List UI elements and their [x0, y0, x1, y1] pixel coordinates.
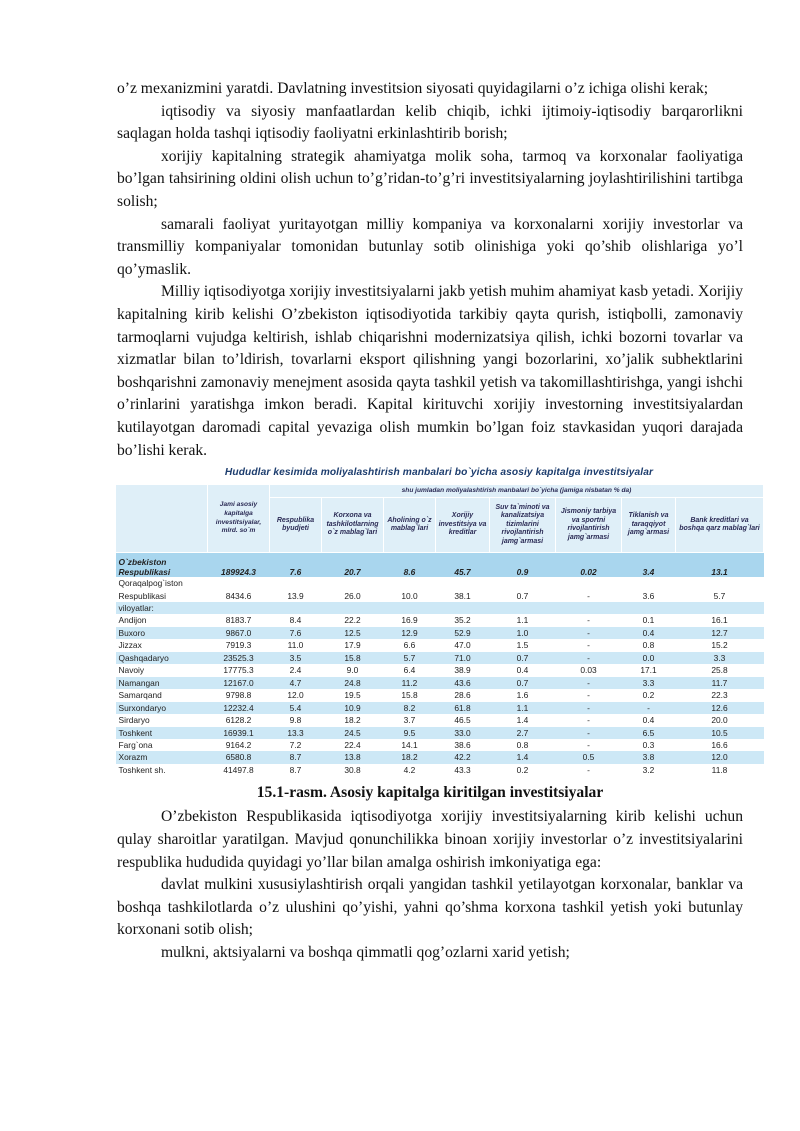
value-cell: 26.0 — [322, 577, 384, 602]
value-cell: 0.0 — [622, 652, 676, 664]
value-cell: 19.5 — [322, 689, 384, 701]
value-cell: 13.1 — [676, 553, 764, 578]
value-cell: 8434.6 — [208, 577, 270, 602]
value-cell: - — [556, 577, 622, 602]
value-cell: 10.5 — [676, 727, 764, 739]
value-cell: 13.9 — [270, 577, 322, 602]
value-cell: 22.4 — [322, 739, 384, 751]
column-header: Aholining o`z mablag`lari — [384, 498, 436, 553]
value-cell: 8.7 — [270, 764, 322, 776]
body-text-top — [117, 78, 743, 462]
value-cell: 28.6 — [436, 689, 490, 701]
value-cell: 10.0 — [384, 577, 436, 602]
region-cell — [116, 727, 208, 739]
value-cell: 16939.1 — [208, 727, 270, 739]
value-cell: - — [556, 652, 622, 664]
value-cell: 17.9 — [322, 639, 384, 651]
paragraph: Milliy iqtisodiyotga xorijiy investitsiyalarni jakb yetish muhim ahamiyat kasb yetadi. Xorijiy kapitalning kirib kelishi O’zbekiston iqtisodiyotida tarkibiy qayta qurish, istiqbolli, zamonaviy tarmoqlarni vujudga keltirish, ishlab chiqarishni modernizatsiya qilish, ichki bozorni tovarlar va xizmatlar bilan to’ldirish, tovarlarni eksport qilishning yangi bozorlarini, xo’jalik subhektlarini boshqarishni zamonaviy menejment asosida qayta tashkil yetish va takomillashtirishga, yangi ishchi o’rinlarini yaratishga imkon beradi. Kapital kirituvchi xorijiy investorning investitsiyalardan kutilayotgan daromadi capital yevaziga olish mumkin bo’lgan foiz stavkasidan yuqori darajada bo’lishi kerak. — [117, 283, 743, 459]
region-cell — [116, 677, 208, 689]
value-cell: 16.9 — [384, 614, 436, 626]
value-cell: 5.4 — [270, 702, 322, 714]
region-name: Namangan — [118, 677, 160, 688]
region-name: Sirdaryo — [118, 715, 150, 726]
body-text-bottom — [117, 806, 743, 964]
document-page — [117, 78, 760, 965]
column-header: Tiklanish va taraqqiyot jamg`armasi — [622, 498, 676, 553]
value-cell: 9798.8 — [208, 689, 270, 701]
column-header: Jismoniy tarbiya va sportni rivojlantirish jamg`armasi — [556, 498, 622, 553]
column-header: Korxona va tashkilotlarning o`z mablag`lari — [322, 498, 384, 553]
region-name-line2: Respublikasi — [118, 590, 166, 601]
value-cell: 15.8 — [322, 652, 384, 664]
value-cell: 22.3 — [676, 689, 764, 701]
table-row — [116, 764, 764, 776]
value-cell — [384, 602, 436, 614]
value-cell: 43.6 — [436, 677, 490, 689]
value-cell — [556, 602, 622, 614]
table-row — [116, 702, 764, 714]
region-name: Qoraqalpog`iston — [118, 578, 183, 589]
value-cell: 30.8 — [322, 764, 384, 776]
value-cell: 43.3 — [436, 764, 490, 776]
region-name: Farg`ona — [118, 739, 153, 750]
value-cell: 0.4 — [490, 664, 556, 676]
value-cell: 3.8 — [622, 751, 676, 763]
value-cell: 11.8 — [676, 764, 764, 776]
table-row — [116, 627, 764, 639]
value-cell: 71.0 — [436, 652, 490, 664]
region-cell — [116, 739, 208, 751]
value-cell: 15.8 — [384, 689, 436, 701]
region-cell — [116, 639, 208, 651]
value-cell: 8183.7 — [208, 614, 270, 626]
region-name: Jizzax — [118, 640, 142, 651]
value-cell: 12.9 — [384, 627, 436, 639]
value-cell: 6.5 — [622, 727, 676, 739]
value-cell: 0.4 — [622, 714, 676, 726]
value-cell: 3.2 — [622, 764, 676, 776]
value-cell: 12167.0 — [208, 677, 270, 689]
region-name: Xorazm — [118, 752, 148, 763]
table-row — [116, 727, 764, 739]
value-cell: 189924.3 — [208, 553, 270, 578]
value-cell: 24.5 — [322, 727, 384, 739]
region-cell — [116, 714, 208, 726]
value-cell: 33.0 — [436, 727, 490, 739]
value-cell: 22.2 — [322, 614, 384, 626]
value-cell: 7919.3 — [208, 639, 270, 651]
region-cell — [116, 577, 208, 602]
value-cell: 35.2 — [436, 614, 490, 626]
region-name: O`zbekiston Respublikasi — [118, 557, 171, 578]
value-cell: 5.7 — [384, 652, 436, 664]
value-cell: 42.2 — [436, 751, 490, 763]
value-cell: 20.7 — [322, 553, 384, 578]
value-cell: 1.5 — [490, 639, 556, 651]
region-cell — [116, 751, 208, 763]
region-cell — [116, 553, 208, 578]
table-row — [116, 689, 764, 701]
value-cell: 46.5 — [436, 714, 490, 726]
header-total: Jami asosiy kapitalga investitsiyalar, mlrd. so`m — [208, 485, 270, 553]
value-cell: - — [556, 739, 622, 751]
value-cell: 1.1 — [490, 702, 556, 714]
column-header: Respublika byudjeti — [270, 498, 322, 553]
value-cell: 6128.2 — [208, 714, 270, 726]
value-cell: 47.0 — [436, 639, 490, 651]
region-name: Toshkent — [118, 727, 153, 738]
value-cell: 10.9 — [322, 702, 384, 714]
value-cell: 12.6 — [676, 702, 764, 714]
value-cell: 1.1 — [490, 614, 556, 626]
column-header: Bank kreditlari va boshqa qarz mablag`lari — [676, 498, 764, 553]
value-cell: 18.2 — [384, 751, 436, 763]
value-cell: 38.6 — [436, 739, 490, 751]
value-cell: 6.4 — [384, 664, 436, 676]
table-row — [116, 652, 764, 664]
paragraph: o’z mexanizmini yaratdi. Davlatning investitsion siyosati quyidagilarni o’z ichiga olishi kerak; — [117, 80, 709, 97]
value-cell: 12.5 — [322, 627, 384, 639]
value-cell: 12.7 — [676, 627, 764, 639]
value-cell — [270, 602, 322, 614]
value-cell: 1.4 — [490, 714, 556, 726]
value-cell: 16.1 — [676, 614, 764, 626]
value-cell: 9867.0 — [208, 627, 270, 639]
paragraph: mulkni, aktsiyalarni va boshqa qimmatli qog’ozlarni xarid yetish; — [161, 943, 570, 961]
value-cell: 6580.8 — [208, 751, 270, 763]
paragraph: O’zbekiston Respublikasida iqtisodiyotga xorijiy investitsiyalarning kirib kelishi uchun qulay sharoitlar yaratilgan. Mavjud qonunchilikka binoan xorijiy investorlar o’z investitsiyalarini respublika hududida quyidagi yo’llar bilan amalga oshirish imkoniyatiga ega: — [117, 808, 743, 871]
region-cell — [116, 689, 208, 701]
value-cell: - — [556, 702, 622, 714]
value-cell: 7.6 — [270, 553, 322, 578]
value-cell: 25.8 — [676, 664, 764, 676]
value-cell — [622, 602, 676, 614]
value-cell: 7.6 — [270, 627, 322, 639]
value-cell: 0.7 — [490, 677, 556, 689]
value-cell: 9164.2 — [208, 739, 270, 751]
region-name: Buxoro — [118, 627, 146, 638]
value-cell: 38.1 — [436, 577, 490, 602]
value-cell: - — [622, 702, 676, 714]
value-cell: 17775.3 — [208, 664, 270, 676]
table-row — [116, 639, 764, 651]
figure-caption: 15.1-rasm. Asosiy kapitalga kiritilgan investitsiyalar — [256, 784, 604, 802]
region-name: Samarqand — [118, 690, 162, 701]
value-cell: 0.8 — [490, 739, 556, 751]
value-cell: - — [556, 614, 622, 626]
value-cell: 0.7 — [490, 652, 556, 664]
value-cell: 3.7 — [384, 714, 436, 726]
value-cell: 1.6 — [490, 689, 556, 701]
value-cell: 23525.3 — [208, 652, 270, 664]
value-cell: 7.2 — [270, 739, 322, 751]
value-cell: 8.6 — [384, 553, 436, 578]
table-row — [116, 577, 764, 602]
value-cell: 41497.8 — [208, 764, 270, 776]
value-cell: - — [556, 639, 622, 651]
value-cell: 0.02 — [556, 553, 622, 578]
paragraph: iqtisodiy va siyosiy manfaatlardan kelib chiqib, ichki ijtimoiy-iqtisodiy barqarorlikni saqlagan holda tashqi iqtisodiy faoliyatni erkinlashtirib borish; — [117, 102, 743, 143]
paragraph: davlat mulkini xususiylashtirish orqali yangidan tashkil yetilayotgan korxonalar, banklar va boshqa tashkilotlarda o’z ulushini qo’yishi, yahni qo’shma korxona tashkil yetish yoki butunlay korxonani sotib olish; — [117, 876, 743, 939]
figure-title: Hududlar kesimida moliyalashtirish manbalari bo`yicha asosiy kapitalga investitsiyalar — [224, 467, 654, 479]
value-cell: 0.03 — [556, 664, 622, 676]
value-cell: 17.1 — [622, 664, 676, 676]
value-cell: 3.5 — [270, 652, 322, 664]
region-cell — [116, 664, 208, 676]
value-cell — [322, 602, 384, 614]
value-cell: 61.8 — [436, 702, 490, 714]
figure — [115, 466, 763, 776]
table-row — [116, 602, 764, 614]
table-row — [116, 751, 764, 763]
value-cell: 20.0 — [676, 714, 764, 726]
value-cell: 11.2 — [384, 677, 436, 689]
value-cell: 11.0 — [270, 639, 322, 651]
value-cell: 18.2 — [322, 714, 384, 726]
paragraph: xorijiy kapitalning strategik ahamiyatga molik soha, tarmoq va korxonalar faoliyatiga bo’lgan tahsirining oldini olish uchun to’g’ridan-to’g’ri investitsiyalarning joylashtirilishini tartibga solish; — [117, 147, 743, 210]
value-cell: 16.6 — [676, 739, 764, 751]
value-cell: 12.0 — [676, 751, 764, 763]
value-cell: - — [556, 727, 622, 739]
value-cell: 0.2 — [622, 689, 676, 701]
value-cell: 0.8 — [622, 639, 676, 651]
value-cell: 0.2 — [490, 764, 556, 776]
region-cell — [116, 652, 208, 664]
paragraph: samarali faoliyat yuritayotgan milliy kompaniya va korxonalarni xorijiy investorlar va transmilliy kompaniyalar tomonidan butunlay sotib olinishiga yoki qo’shib olishlariga yo’l qo’ymaslik. — [117, 215, 743, 278]
value-cell: 38.9 — [436, 664, 490, 676]
value-cell — [208, 602, 270, 614]
investment-table — [115, 484, 764, 776]
value-cell: - — [556, 714, 622, 726]
region-cell — [116, 614, 208, 626]
value-cell: 0.1 — [622, 614, 676, 626]
value-cell: - — [556, 764, 622, 776]
value-cell: 52.9 — [436, 627, 490, 639]
value-cell: 12.0 — [270, 689, 322, 701]
value-cell: 45.7 — [436, 553, 490, 578]
value-cell: - — [556, 689, 622, 701]
value-cell: 9.8 — [270, 714, 322, 726]
value-cell: 8.2 — [384, 702, 436, 714]
value-cell: 24.8 — [322, 677, 384, 689]
value-cell: 0.9 — [490, 553, 556, 578]
region-cell — [116, 602, 208, 614]
value-cell: 2.4 — [270, 664, 322, 676]
region-name: Toshkent sh. — [118, 764, 166, 775]
column-header: Suv ta`minoti va kanalizatsiya tizimlarini rivojlantirish jamg`armasi — [490, 498, 556, 553]
value-cell: 2.7 — [490, 727, 556, 739]
table-row — [116, 553, 764, 578]
region-name: Qashqadaryo — [118, 652, 169, 663]
value-cell — [436, 602, 490, 614]
table-row — [116, 677, 764, 689]
value-cell: 11.7 — [676, 677, 764, 689]
region-name: Surxondaryo — [118, 702, 166, 713]
value-cell: 13.8 — [322, 751, 384, 763]
value-cell: 9.5 — [384, 727, 436, 739]
value-cell: 8.4 — [270, 614, 322, 626]
region-name: viloyatlar: — [118, 603, 154, 613]
value-cell: 4.2 — [384, 764, 436, 776]
value-cell: 9.0 — [322, 664, 384, 676]
value-cell: 4.7 — [270, 677, 322, 689]
value-cell — [490, 602, 556, 614]
table-row — [116, 664, 764, 676]
region-cell — [116, 764, 208, 776]
table-row — [116, 614, 764, 626]
value-cell: 0.7 — [490, 577, 556, 602]
value-cell: 13.3 — [270, 727, 322, 739]
value-cell: 8.7 — [270, 751, 322, 763]
value-cell: 0.3 — [622, 739, 676, 751]
header-group: shu jumladan moliyalashtirish manbalari bo`yicha (jamiga nisbatan % da) — [270, 485, 764, 498]
value-cell: 3.4 — [622, 553, 676, 578]
value-cell: 3.3 — [676, 652, 764, 664]
region-name: Andijon — [118, 615, 147, 626]
value-cell: 3.6 — [622, 577, 676, 602]
table-row — [116, 714, 764, 726]
value-cell: 0.4 — [622, 627, 676, 639]
value-cell: 5.7 — [676, 577, 764, 602]
value-cell: 3.3 — [622, 677, 676, 689]
region-cell — [116, 627, 208, 639]
value-cell: 1.0 — [490, 627, 556, 639]
value-cell: 1.4 — [490, 751, 556, 763]
column-header: Xorijiy investitsiya va kreditlar — [436, 498, 490, 553]
value-cell: 14.1 — [384, 739, 436, 751]
region-name: Navoiy — [118, 665, 145, 676]
region-cell — [116, 702, 208, 714]
value-cell: 15.2 — [676, 639, 764, 651]
value-cell: 6.6 — [384, 639, 436, 651]
value-cell: - — [556, 627, 622, 639]
header-region-blank — [116, 485, 208, 553]
value-cell: - — [556, 677, 622, 689]
value-cell: 12232.4 — [208, 702, 270, 714]
value-cell — [676, 602, 764, 614]
table-row — [116, 739, 764, 751]
value-cell: 0.5 — [556, 751, 622, 763]
